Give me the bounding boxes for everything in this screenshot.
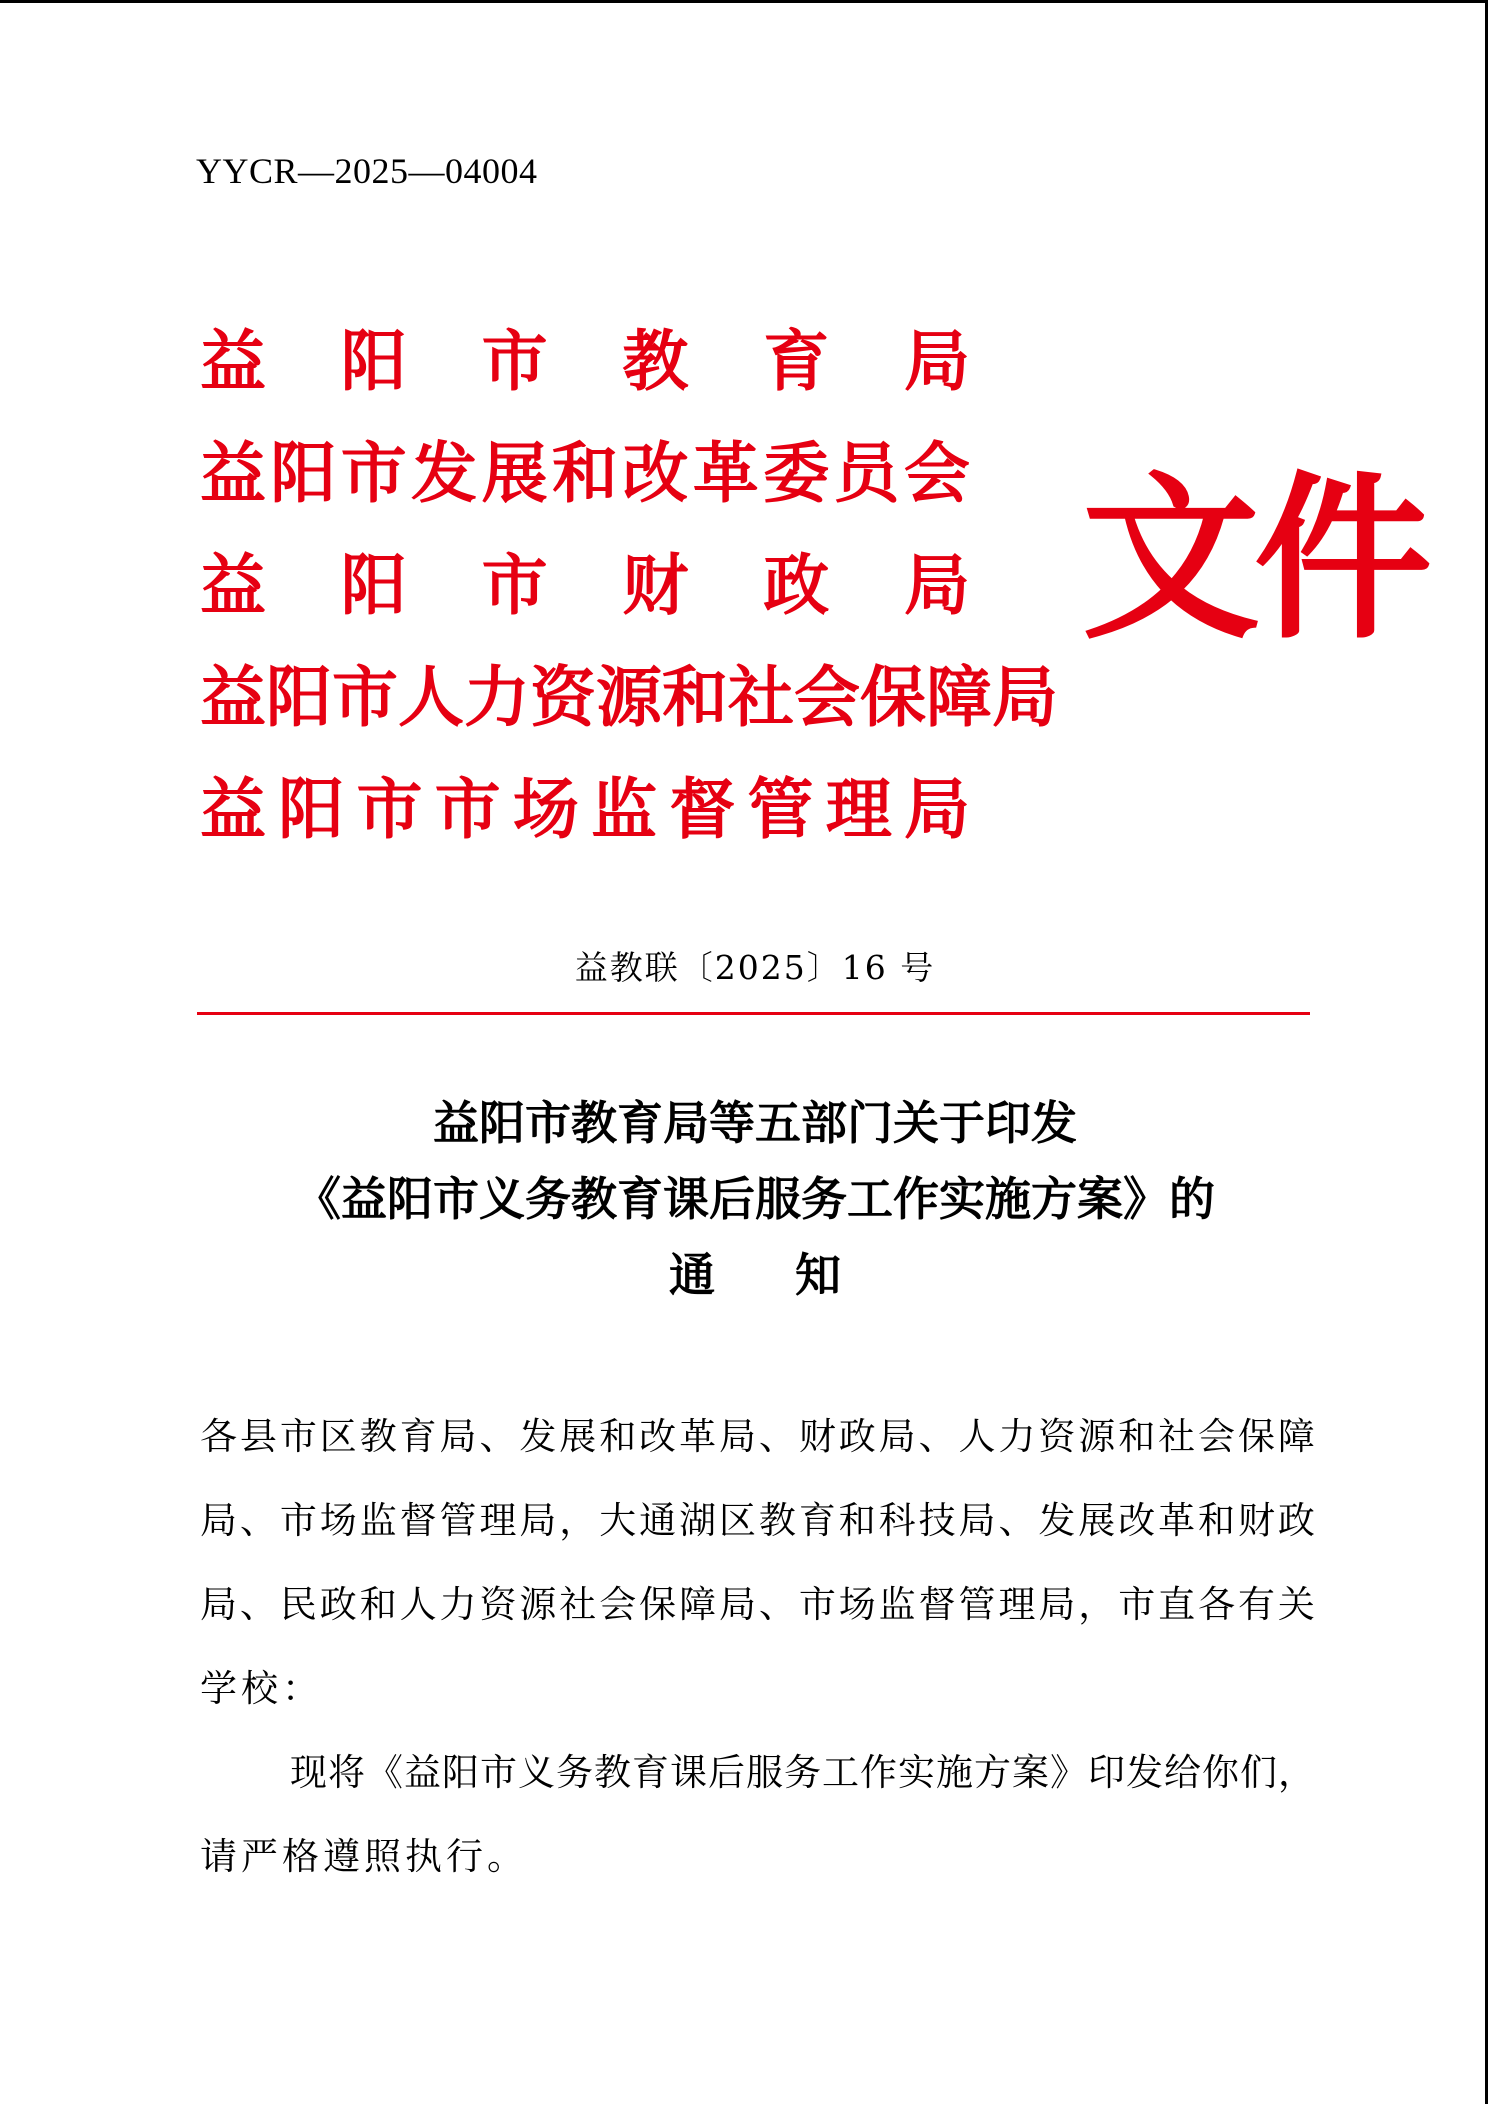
glyph: 阳 xyxy=(266,658,332,736)
glyph: 局 xyxy=(903,322,970,400)
glyph: 展 xyxy=(481,434,548,512)
document-title xyxy=(200,1085,1310,1313)
glyph: 发 xyxy=(519,1415,557,1458)
glyph: 市 xyxy=(356,770,423,848)
glyph: 们 xyxy=(1240,1751,1277,1794)
glyph: 会 xyxy=(599,1583,637,1626)
glyph: 力 xyxy=(464,658,530,736)
glyph: 管 xyxy=(958,1583,996,1626)
glyph: 改 xyxy=(1118,1499,1156,1542)
glyph: 、 xyxy=(918,1415,956,1458)
addressee-line xyxy=(200,1395,1315,1479)
glyph: ， xyxy=(1278,1751,1315,1794)
issuer-line xyxy=(200,305,970,417)
glyph: 展 xyxy=(1078,1499,1116,1542)
glyph: 阳 xyxy=(278,770,345,848)
glyph: 益 xyxy=(200,322,266,400)
glyph: 和 xyxy=(359,1583,397,1626)
issuer-line xyxy=(200,753,970,865)
glyph: 育 xyxy=(399,1415,437,1458)
document-body xyxy=(200,1395,1315,1899)
glyph: 财 xyxy=(622,546,689,624)
glyph: 印 xyxy=(1088,1751,1125,1794)
glyph: 市 xyxy=(434,770,501,848)
content-line: 请严格遵照执行。 xyxy=(200,1835,528,1878)
glyph: 保 xyxy=(639,1583,677,1626)
glyph: 作 xyxy=(860,1751,897,1794)
glyph: ， xyxy=(1078,1583,1116,1626)
glyph: 力 xyxy=(998,1415,1036,1458)
glyph: 育 xyxy=(798,1499,836,1542)
glyph: ， xyxy=(559,1499,597,1542)
glyph: 局 xyxy=(958,1499,996,1542)
glyph: 各 xyxy=(200,1415,237,1458)
glyph: 益 xyxy=(200,658,266,736)
glyph: 教 xyxy=(359,1415,397,1458)
glyph: 社 xyxy=(1158,1415,1196,1458)
title-line-3: 通知 xyxy=(669,1248,921,1302)
glyph: 障 xyxy=(926,658,992,736)
glyph: 民 xyxy=(279,1583,317,1626)
glyph: 你 xyxy=(1202,1751,1239,1794)
glyph: 督 xyxy=(669,770,736,848)
glyph: 资 xyxy=(530,658,596,736)
content-line xyxy=(200,1731,1315,1815)
addressee-line: 学校： xyxy=(200,1667,323,1710)
addressee-line xyxy=(200,1479,1315,1563)
glyph: 源 xyxy=(596,658,662,736)
glyph: 、 xyxy=(758,1583,796,1626)
glyph: 监 xyxy=(591,770,658,848)
glyph: 发 xyxy=(1126,1751,1163,1794)
glyph: 监 xyxy=(359,1499,397,1542)
glyph: 市 xyxy=(481,322,548,400)
glyph: 局 xyxy=(718,1583,756,1626)
glyph: 现 xyxy=(290,1751,327,1794)
glyph: 委 xyxy=(763,434,830,512)
glyph: 关 xyxy=(1277,1583,1315,1626)
glyph: 局 xyxy=(1038,1583,1076,1626)
glyph: 场 xyxy=(319,1499,357,1542)
glyph: 区 xyxy=(718,1499,756,1542)
glyph: 发 xyxy=(411,434,478,512)
glyph: 展 xyxy=(559,1415,597,1458)
issuer-line xyxy=(200,641,1058,753)
glyph: 市 xyxy=(332,658,398,736)
glyph: 义 xyxy=(518,1751,555,1794)
glyph: 、 xyxy=(758,1415,796,1458)
glyph: 方 xyxy=(974,1751,1011,1794)
document-id: YYCR—2025—04004 xyxy=(196,151,538,191)
glyph: 理 xyxy=(825,770,892,848)
glyph: 人 xyxy=(958,1415,996,1458)
glyph: 局 xyxy=(992,658,1058,736)
glyph: 市 xyxy=(480,1751,517,1794)
glyph: 和 xyxy=(1118,1415,1156,1458)
glyph: 督 xyxy=(918,1583,956,1626)
glyph: 社 xyxy=(559,1583,597,1626)
glyph: 源 xyxy=(519,1583,557,1626)
glyph: 县 xyxy=(239,1415,277,1458)
issuer-line xyxy=(200,529,970,641)
glyph: 革 xyxy=(1158,1499,1196,1542)
glyph: 财 xyxy=(1237,1499,1275,1542)
title-line-2: 《益阳市义务教育课后服务工作实施方案》的 xyxy=(295,1172,1215,1226)
glyph: 局 xyxy=(718,1415,756,1458)
glyph: 场 xyxy=(838,1583,876,1626)
addressee-line xyxy=(200,1563,1315,1647)
issuer-list xyxy=(200,305,1058,865)
glyph: 政 xyxy=(838,1415,876,1458)
glyph: 人 xyxy=(399,1583,437,1626)
glyph: 施 xyxy=(936,1751,973,1794)
glyph: 管 xyxy=(747,770,814,848)
glyph: 大 xyxy=(599,1499,637,1542)
glyph: 益 xyxy=(200,434,266,512)
glyph: 区 xyxy=(319,1415,357,1458)
glyph: 技 xyxy=(918,1499,956,1542)
glyph: 有 xyxy=(1237,1583,1275,1626)
glyph: 人 xyxy=(398,658,464,736)
glyph: 局 xyxy=(878,1415,916,1458)
glyph: 局 xyxy=(439,1415,477,1458)
glyph: 务 xyxy=(556,1751,593,1794)
glyph: 阳 xyxy=(340,322,407,400)
glyph: 资 xyxy=(1038,1415,1076,1458)
glyph: 力 xyxy=(439,1583,477,1626)
glyph: 、 xyxy=(479,1415,517,1458)
glyph: 湖 xyxy=(679,1499,717,1542)
title-line-1: 益阳市教育局等五部门关于印发 xyxy=(433,1096,1077,1150)
glyph: 市 xyxy=(1118,1583,1156,1626)
glyph: 案 xyxy=(1012,1751,1049,1794)
glyph: 《 xyxy=(366,1751,403,1794)
glyph: 障 xyxy=(679,1583,717,1626)
glyph: 市 xyxy=(798,1583,836,1626)
glyph: 源 xyxy=(1078,1415,1116,1458)
glyph: 市 xyxy=(481,546,548,624)
glyph: 》 xyxy=(1050,1751,1087,1794)
glyph: 保 xyxy=(1237,1415,1275,1458)
page-border-top xyxy=(0,0,1488,3)
glyph: 实 xyxy=(898,1751,935,1794)
glyph: 局 xyxy=(903,546,970,624)
glyph: 政 xyxy=(319,1583,357,1626)
glyph: 改 xyxy=(622,434,689,512)
glyph: 育 xyxy=(632,1751,669,1794)
glyph: 务 xyxy=(784,1751,821,1794)
glyph: 社 xyxy=(728,658,794,736)
glyph: 政 xyxy=(763,546,830,624)
glyph: 将 xyxy=(328,1751,365,1794)
glyph: 局 xyxy=(200,1583,237,1626)
glyph: 后 xyxy=(708,1751,745,1794)
glyph: 发 xyxy=(1038,1499,1076,1542)
glyph: 障 xyxy=(1277,1415,1315,1458)
glyph: 益 xyxy=(200,770,266,848)
glyph: 教 xyxy=(622,322,689,400)
glyph: 保 xyxy=(860,658,926,736)
glyph: 益 xyxy=(200,546,266,624)
glyph: 和 xyxy=(599,1415,637,1458)
glyph: 科 xyxy=(878,1499,916,1542)
glyph: 会 xyxy=(903,434,970,512)
glyph: 各 xyxy=(1198,1583,1236,1626)
glyph: 局 xyxy=(903,770,970,848)
glyph: 管 xyxy=(439,1499,477,1542)
glyph: 改 xyxy=(639,1415,677,1458)
red-separator-line xyxy=(197,1012,1310,1015)
glyph: 理 xyxy=(998,1583,1036,1626)
glyph: 和 xyxy=(662,658,728,736)
glyph: 理 xyxy=(479,1499,517,1542)
glyph: 直 xyxy=(1158,1583,1196,1626)
glyph: 通 xyxy=(639,1499,677,1542)
document-type-label: 文件 xyxy=(1082,454,1426,663)
glyph: 、 xyxy=(239,1583,277,1626)
glyph: 市 xyxy=(340,434,407,512)
glyph: 教 xyxy=(594,1751,631,1794)
glyph: 市 xyxy=(279,1499,317,1542)
glyph: 给 xyxy=(1164,1751,1201,1794)
glyph: 督 xyxy=(399,1499,437,1542)
glyph: 会 xyxy=(794,658,860,736)
glyph: 员 xyxy=(833,434,900,512)
glyph: 、 xyxy=(998,1499,1036,1542)
glyph: 服 xyxy=(746,1751,783,1794)
glyph: 课 xyxy=(670,1751,707,1794)
issuer-line xyxy=(200,417,970,529)
glyph: 财 xyxy=(798,1415,836,1458)
glyph: 阳 xyxy=(270,434,337,512)
glyph: 革 xyxy=(679,1415,717,1458)
glyph: 革 xyxy=(692,434,759,512)
glyph: 局 xyxy=(200,1499,237,1542)
glyph: 育 xyxy=(763,322,830,400)
glyph: 阳 xyxy=(442,1751,479,1794)
glyph: 阳 xyxy=(340,546,407,624)
glyph: 、 xyxy=(239,1499,277,1542)
glyph: 教 xyxy=(758,1499,796,1542)
glyph: 工 xyxy=(822,1751,859,1794)
document-number: 益教联〔2025〕16 号 xyxy=(574,948,936,987)
glyph: 市 xyxy=(279,1415,317,1458)
glyph: 场 xyxy=(512,770,579,848)
glyph: 会 xyxy=(1198,1415,1236,1458)
glyph: 益 xyxy=(404,1751,441,1794)
glyph: 和 xyxy=(551,434,618,512)
glyph: 监 xyxy=(878,1583,916,1626)
glyph: 政 xyxy=(1277,1499,1315,1542)
glyph: 资 xyxy=(479,1583,517,1626)
glyph: 和 xyxy=(838,1499,876,1542)
glyph: 和 xyxy=(1198,1499,1236,1542)
glyph: 局 xyxy=(519,1499,557,1542)
